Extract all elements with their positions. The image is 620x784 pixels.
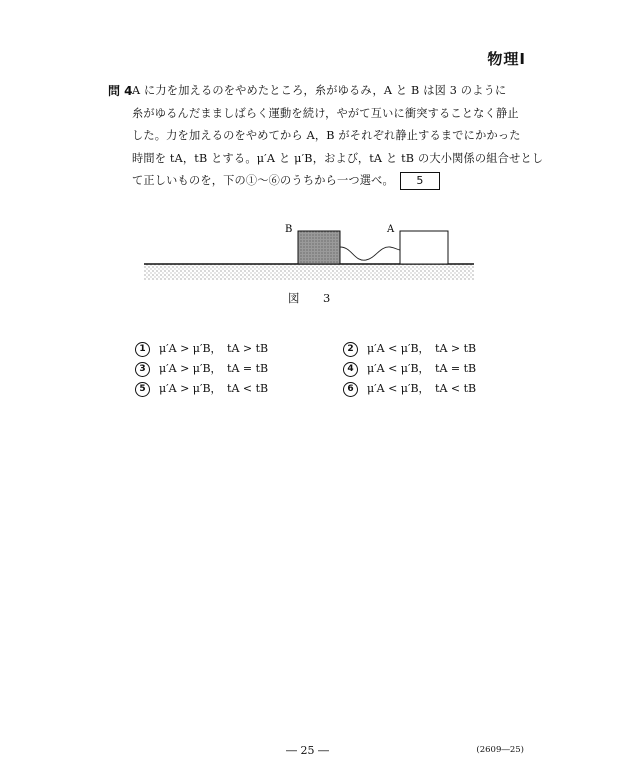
choice-text: μ′A > μ′B， tA < tB bbox=[159, 382, 269, 395]
choice-item[interactable] bbox=[343, 380, 476, 397]
choice-text: μ′A < μ′B， tA < tB bbox=[367, 382, 477, 395]
page-number: ― 25 ― bbox=[286, 744, 329, 757]
block-b bbox=[298, 231, 340, 264]
exam-code: (2609―25) bbox=[476, 745, 524, 755]
choice-text: μ′A > μ′B， tA = tB bbox=[159, 362, 269, 375]
choice-text: μ′A > μ′B， tA > tB bbox=[159, 342, 269, 355]
question-line: した。力を加えるのをやめてから A，B がそれぞれ静止するまでにかかった bbox=[132, 129, 521, 142]
block-a-label: A bbox=[387, 224, 395, 235]
figure-3 bbox=[144, 222, 474, 290]
question-line: て正しいものを，下の①〜⑥のうちから一つ選べ。 bbox=[132, 174, 394, 187]
choice-item[interactable] bbox=[135, 340, 268, 357]
choice-number-icon: 1 bbox=[135, 342, 150, 357]
choice-number-icon: 6 bbox=[343, 382, 358, 397]
choice-text: μ′A < μ′B， tA = tB bbox=[367, 362, 477, 375]
answer-box: 5 bbox=[400, 172, 440, 190]
question-text bbox=[132, 80, 542, 193]
choice-item[interactable] bbox=[343, 360, 476, 377]
subject-title: 物理Ⅰ bbox=[487, 50, 526, 68]
question-line-last bbox=[132, 170, 542, 193]
choice-item[interactable] bbox=[135, 380, 268, 397]
choice-text: μ′A < μ′B， tA > tB bbox=[367, 342, 477, 355]
choice-item[interactable] bbox=[135, 360, 268, 377]
block-a bbox=[400, 231, 448, 264]
block-b-label: B bbox=[285, 224, 293, 235]
choice-item[interactable] bbox=[343, 340, 476, 357]
choice-number-icon: 5 bbox=[135, 382, 150, 397]
figure-caption: 図 3 bbox=[288, 291, 337, 305]
choice-number-icon: 2 bbox=[343, 342, 358, 357]
slack-string bbox=[340, 247, 400, 260]
choice-number-icon: 3 bbox=[135, 362, 150, 377]
question-line: 時間を tA，tB とする。μ′A と μ′B，および，tA と tB の大小関係の組合せとし bbox=[132, 151, 544, 165]
question-line: A に力を加えるのをやめたところ，糸がゆるみ，A と B は図 3 のように bbox=[132, 84, 507, 97]
figure-diagram bbox=[144, 222, 474, 286]
question-number: 問 4 bbox=[108, 84, 133, 98]
question-line: 糸がゆるんだまましばらく運動を続け，やがて互いに衝突することなく静止 bbox=[132, 106, 519, 120]
floor-surface bbox=[144, 264, 474, 280]
choice-number-icon: 4 bbox=[343, 362, 358, 377]
